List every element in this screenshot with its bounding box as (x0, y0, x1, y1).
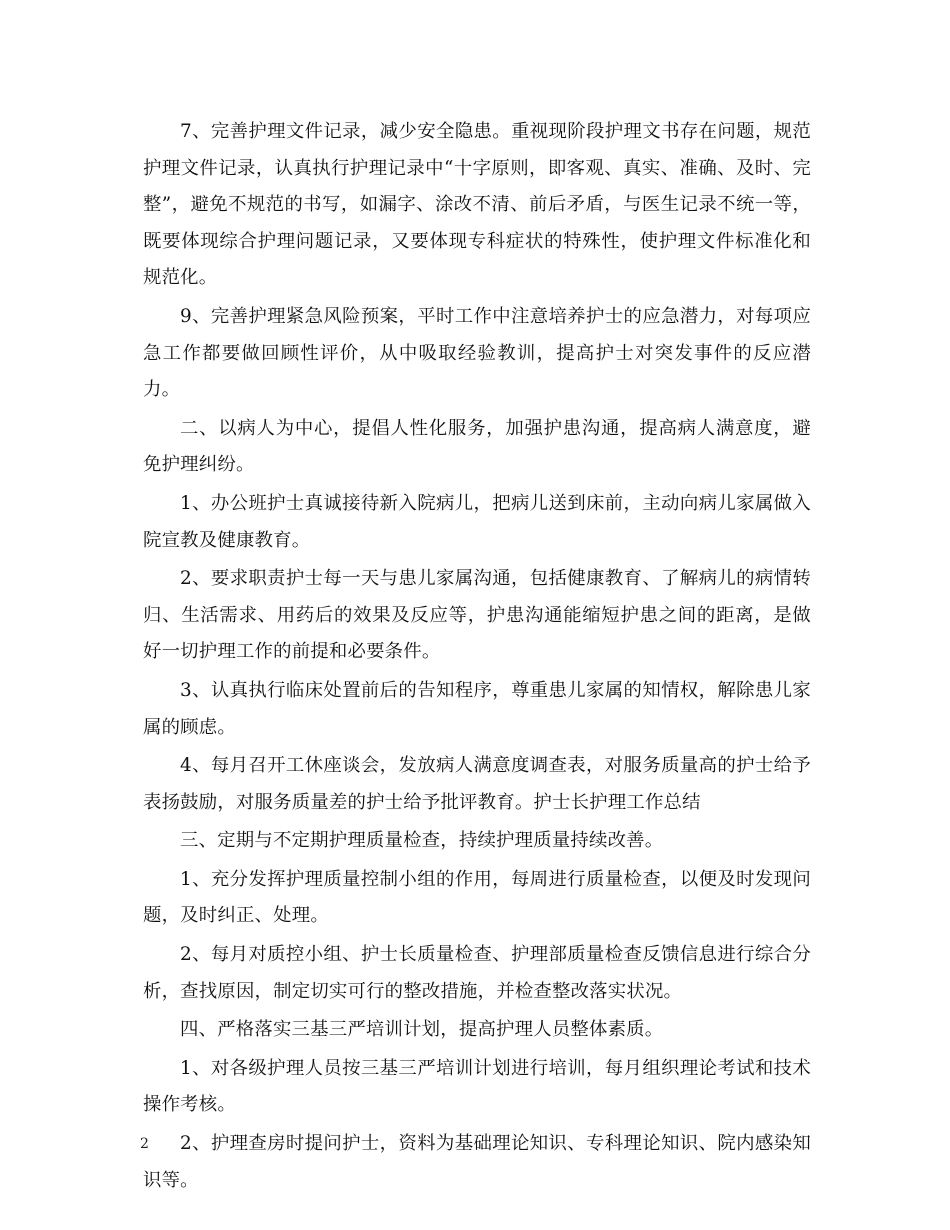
paragraph-item-1-training-plan: 1、对各级护理人员按三基三严培训计划进行培训，每月组织理论考试和技术操作考核。 (143, 1057, 811, 1116)
paragraph-item-1-admission: 1、办公班护士真诚接待新入院病儿，把病儿送到床前，主动向病儿家属做入院宣教及健康教育。 (143, 492, 811, 551)
section-heading-3-quality-checks: 三、定期与不定期护理质量检查，持续护理质量持续改善。 (180, 830, 664, 852)
page-number: 2 (140, 1136, 149, 1152)
section-heading-2-patient-centered: 二、以病人为中心，提倡人性化服务，加强护患沟通，提高病人满意度，避免护理纠纷。 (143, 417, 811, 476)
paragraph-item-9-emergency-plan: 9、完善护理紧急风险预案，平时工作中注意培养护士的应急潜力，对每项应急工作都要做回顾性评价，从中吸取经验教训，提高护士对突发事件的反应潜力。 (143, 305, 811, 401)
document-body (143, 114, 811, 1201)
paragraph-item-3-informed-consent: 3、认真执行临床处置前后的告知程序，尊重患儿家属的知情权，解除患儿家属的顾虑。 (143, 679, 811, 738)
paragraph-item-2-analysis: 2、每月对质控小组、护士长质量检查、护理部质量检查反馈信息进行综合分析，查找原因，制定切实可行的整改措施，并检查整改落实状况。 (143, 944, 811, 1002)
paragraph-item-2-communication: 2、要求职责护士每一天与患儿家属沟通，包括健康教育、了解病儿的病情转归、生活需求、用药后的效果及反应等，护患沟通能缩短护患之间的距离，是做好一切护理工作的前提和必要条件。 (143, 568, 811, 663)
paragraph-item-7-records: 7、完善护理文件记录，减少安全隐患。重视现阶段护理文书存在问题，规范护理文件记录，认真执行护理记录中“十字原则，即客观、真实、准确、及时、完整”，避免不规范的书写，如漏字、涂改不清、前后矛盾，与医生记录不统一等，既要体现综合护理问题记录，又要体现专科症状的特殊性，使护理文件标准化和规范化。 (143, 121, 811, 289)
section-heading-4-training: 四、严格落实三基三严培训计划，提高护理人员整体素质。 (180, 1019, 664, 1041)
paragraph-item-1-quality-control: 1、充分发挥护理质量控制小组的作用，每周进行质量检查，以便及时发现问题，及时纠正、处理。 (143, 868, 811, 927)
paragraph-item-4-meetings: 4、每月召开工休座谈会，发放病人满意度调查表，对服务质量高的护士给予表扬鼓励，对服务质量差的护士给予批评教育。护士长护理工作总结 (143, 755, 811, 813)
paragraph-item-2-ward-rounds: 2、护理查房时提问护士，资料为基础理论知识、专科理论知识、院内感染知识等。 (143, 1133, 811, 1191)
